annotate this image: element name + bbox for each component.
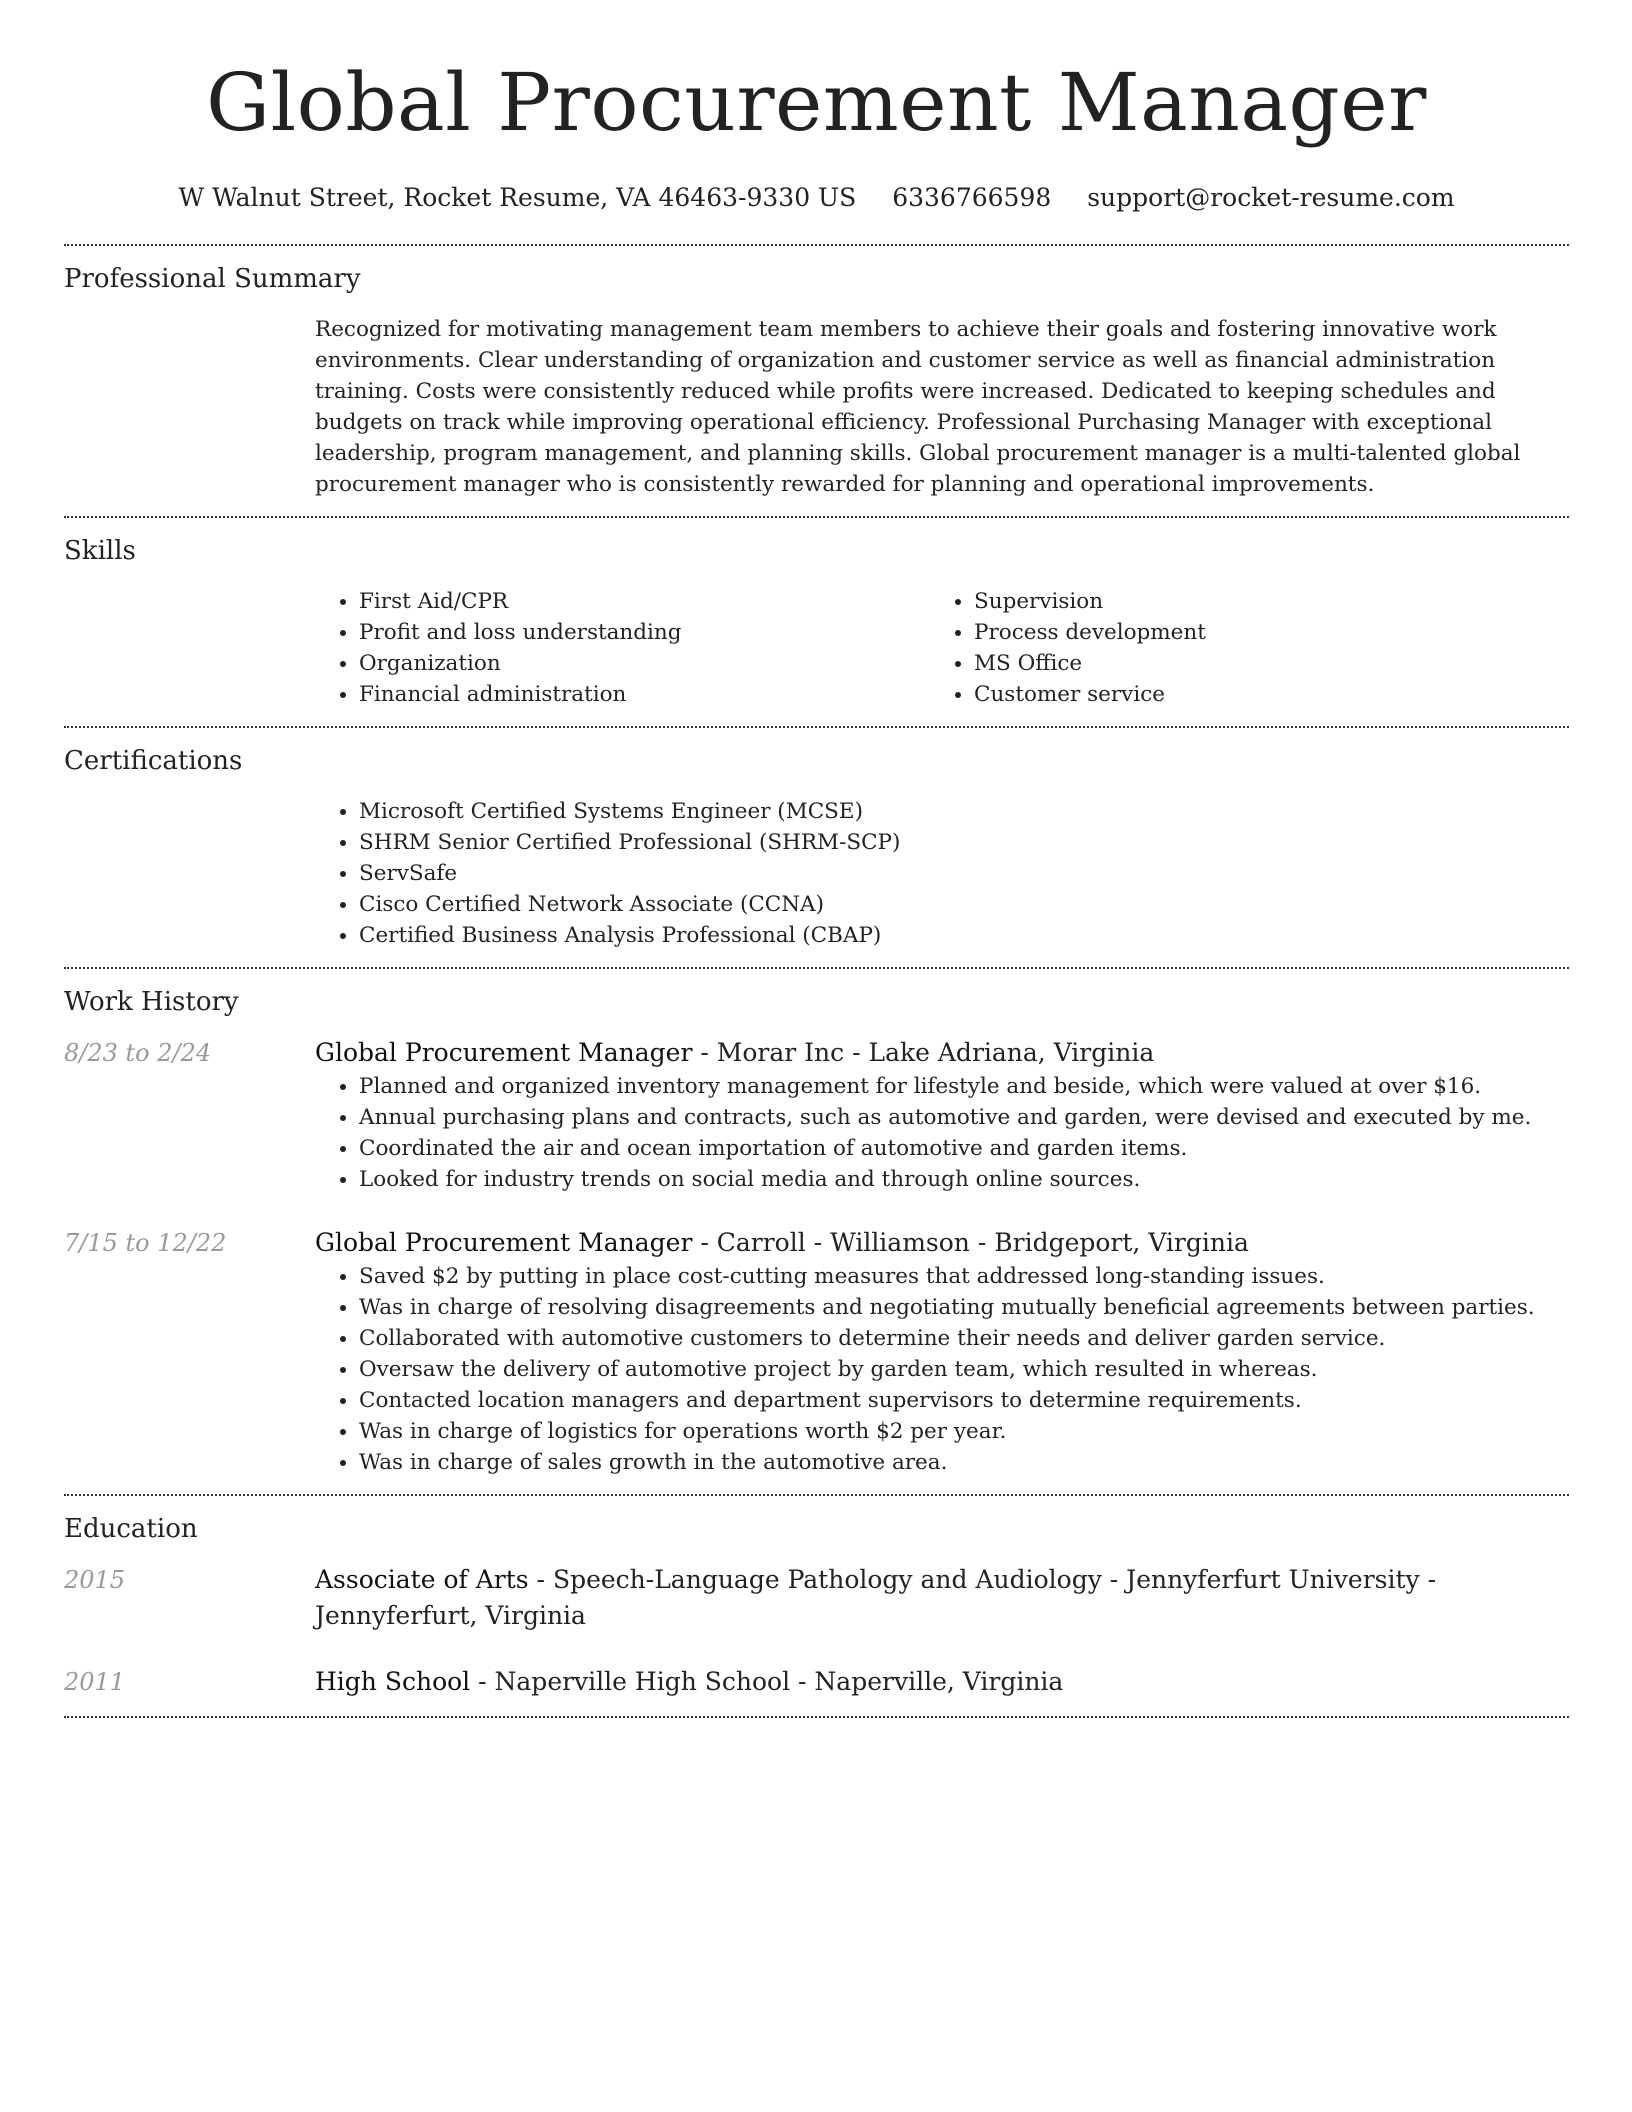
skill-item: • Customer service bbox=[974, 679, 1569, 710]
skill-item: • Profit and loss understanding bbox=[359, 617, 930, 648]
skill-item: • Process development bbox=[974, 617, 1569, 648]
education-heading bbox=[315, 1562, 1569, 1634]
education-year: 2015 bbox=[64, 1566, 126, 1594]
job-dates: 8/23 to 2/24 bbox=[64, 1039, 212, 1067]
education-degree: Associate of Arts bbox=[315, 1565, 529, 1594]
certification-item: • Certified Business Analysis Professional (CBAP) bbox=[359, 920, 1569, 951]
work-history-section bbox=[64, 969, 1569, 1494]
education-details: Naperville High School - Naperville, Virginia bbox=[494, 1667, 1064, 1696]
education-heading bbox=[315, 1664, 1569, 1700]
job-role: Global Procurement Manager bbox=[315, 1228, 693, 1257]
skill-item: • Supervision bbox=[974, 586, 1569, 617]
address: W Walnut Street, Rocket Resume, VA 46463-9330 US bbox=[178, 183, 857, 212]
divider bbox=[64, 1716, 1569, 1718]
skill-item: • MS Office bbox=[974, 648, 1569, 679]
section-title-skills: Skills bbox=[64, 536, 136, 566]
certification-item: • Cisco Certified Network Associate (CCNA) bbox=[359, 889, 1569, 920]
job-bullets bbox=[315, 1261, 1569, 1478]
education-section bbox=[64, 1496, 1569, 1716]
email: support@rocket-resume.com bbox=[1087, 183, 1455, 212]
job-location: Lake Adriana, Virginia bbox=[868, 1038, 1155, 1067]
separator: - bbox=[969, 1228, 995, 1257]
job-bullet: • Contacted location managers and department supervisors to determine requirements. bbox=[359, 1385, 1569, 1416]
job-heading bbox=[315, 1225, 1569, 1261]
job-heading bbox=[315, 1035, 1569, 1071]
skills-left-list bbox=[315, 586, 930, 710]
job-company: Morar Inc bbox=[716, 1038, 845, 1067]
separator: - bbox=[470, 1667, 495, 1696]
section-title-work-history: Work History bbox=[64, 987, 239, 1017]
skills-right-list bbox=[930, 586, 1569, 710]
job-company: Carroll - Williamson bbox=[716, 1228, 970, 1257]
separator: - bbox=[692, 1038, 717, 1067]
summary-section bbox=[64, 246, 1569, 516]
section-title-summary: Professional Summary bbox=[64, 264, 361, 294]
job-dates: 7/15 to 12/22 bbox=[64, 1229, 227, 1257]
phone: 6336766598 bbox=[892, 183, 1052, 212]
section-title-education: Education bbox=[64, 1514, 198, 1544]
certification-item: • SHRM Senior Certified Professional (SHRM-SCP) bbox=[359, 827, 1569, 858]
job-bullet: • Looked for industry trends on social media and through online sources. bbox=[359, 1164, 1569, 1195]
section-title-certifications: Certifications bbox=[64, 746, 243, 776]
job-bullet: • Oversaw the delivery of automotive project by garden team, which resulted in whereas. bbox=[359, 1354, 1569, 1385]
job-entry bbox=[64, 1225, 1569, 1478]
certifications-section bbox=[64, 728, 1569, 967]
job-bullets bbox=[315, 1071, 1569, 1195]
job-bullet: • Planned and organized inventory management for lifestyle and beside, which were valued at over $16. bbox=[359, 1071, 1569, 1102]
education-entry bbox=[64, 1562, 1569, 1634]
job-bullet: • Was in charge of logistics for operations worth $2 per year. bbox=[359, 1416, 1569, 1447]
education-year: 2011 bbox=[64, 1668, 126, 1696]
separator: - bbox=[844, 1038, 869, 1067]
job-bullet: • Was in charge of resolving disagreements and negotiating mutually beneficial agreements between parties. bbox=[359, 1292, 1569, 1323]
skills-section bbox=[64, 518, 1569, 726]
education-degree: High School bbox=[315, 1667, 471, 1696]
education-details: Speech-Language Pathology and Audiology - Jennyferfurt University - Jennyferfurt, Virginia bbox=[315, 1565, 1437, 1630]
job-bullet: • Coordinated the air and ocean importation of automotive and garden items. bbox=[359, 1133, 1569, 1164]
certification-item: • ServSafe bbox=[359, 858, 1569, 889]
job-location: Bridgeport, Virginia bbox=[994, 1228, 1249, 1257]
separator: - bbox=[692, 1228, 717, 1257]
job-role: Global Procurement Manager bbox=[315, 1038, 693, 1067]
certifications-list bbox=[315, 796, 1569, 951]
contact-line bbox=[64, 180, 1569, 216]
job-bullet: • Saved $2 by putting in place cost-cutting measures that addressed long-standing issues. bbox=[359, 1261, 1569, 1292]
resume-header bbox=[64, 48, 1569, 216]
skill-item: • Financial administration bbox=[359, 679, 930, 710]
skill-item: • First Aid/CPR bbox=[359, 586, 930, 617]
candidate-title: Global Procurement Manager bbox=[206, 56, 1427, 149]
summary-text: Recognized for motivating management team members to achieve their goals and fostering innovative work environments. Clear understanding of organization and customer service as well as financial administration training. Costs were consistently reduced while profits were increased. Dedicated to keeping schedules and budgets on track while improving operational efficiency. Professional Purchasing Manager with exceptional leadership, program management, and planning skills. Global procurement manager is a multi-talented global procurement manager who is consistently rewarded for planning and operational improvements. bbox=[315, 317, 1521, 497]
job-bullet: • Annual purchasing plans and contracts, such as automotive and garden, were devised and executed by me. bbox=[359, 1102, 1569, 1133]
job-bullet: • Collaborated with automotive customers to determine their needs and deliver garden service. bbox=[359, 1323, 1569, 1354]
job-bullet: • Was in charge of sales growth in the automotive area. bbox=[359, 1447, 1569, 1478]
certification-item: • Microsoft Certified Systems Engineer (MCSE) bbox=[359, 796, 1569, 827]
separator: - bbox=[528, 1565, 553, 1594]
job-entry bbox=[64, 1035, 1569, 1195]
skills-grid bbox=[315, 586, 1569, 710]
education-entry bbox=[64, 1664, 1569, 1700]
skill-item: • Organization bbox=[359, 648, 930, 679]
